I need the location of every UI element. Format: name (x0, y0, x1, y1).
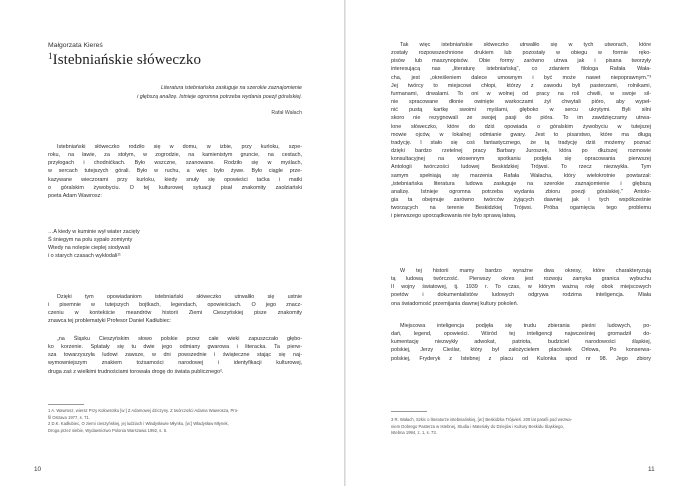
text-line: „istebniańska literatura ludowa zasługuje na szerokie zaznajomienie i głębszą (391, 180, 651, 187)
chapter-title (48, 52, 302, 69)
footnote-line: 2 D.K. Kadłubiec, O ziemi cieszyńskiej, jej ludziach i Władysławie Młynku, [w:] Władysław Młynek, (48, 421, 229, 427)
text-line: samym spełniają się marzenia Rafała Wałacha, który wielokrotnie powtarzał: (391, 172, 651, 179)
left-page (0, 0, 344, 486)
text-line: lone słóweczko, które do dziś opowiada o góralskim żywobyciu w tutejszej (391, 123, 651, 130)
footnote-line: fil Ostrava 1977, s. 71. (48, 414, 90, 420)
page-number: 11 (648, 466, 655, 473)
poem-line: Ś śniegym na polu sypało zomiynty (48, 237, 133, 244)
footnote-line: niem Dobrego Pasterza w Istebnej, Studia i Materiały do Dziejów i Kultury Beskidu Śląskiego, (391, 423, 564, 429)
text-line: w sercach tutejszych górali. Było w ruchu, a więc było żywe. Było ciągle prze- (48, 168, 302, 175)
text-line: Miejscowa inteligencja podjęła się trudu zbierania pieśni ludowych, po- (400, 323, 651, 329)
text-line: roku, na ławie, za stołym, w zogrodzie, na kamienistym gruncie, na cestach, (48, 152, 302, 159)
quote-line: wymowniejszym znakiem tożsamości narodowej i identyfikacji kulturowej, (48, 360, 302, 367)
quote-line: „na Śląsku Cieszyńskim słowo polskie przez całe wieki zapuszczało głębo- (57, 336, 302, 342)
text-line: poetów i dokumentalistów ludowych odgrywa rodzima inteligencja. Miała (391, 292, 651, 299)
text-line: znawca tej problematyki Profesor Daniel Kadłubiec: (48, 318, 171, 325)
quote-line: ko korzenie. Splatały się tu dwie jego odmiany gwarowa i literacka. Ta pierw- (48, 344, 302, 351)
paragraph-3 (391, 322, 651, 363)
text-line: Istebniański słóweczko rodziło się w domu, w izbie, przy kurloku, szpe- (57, 144, 302, 150)
poem-quote (48, 228, 302, 261)
poem-line: Wtedy na nolepie cieplej siodywali (48, 245, 130, 252)
text-line: pisów lub maszynopisów. Obie formy zarówno utrwa jak i pisana tworzyły (391, 58, 651, 65)
text-line: W tej historii mamy bardzo wyraźne dwa okresy, które charakteryzują (400, 268, 651, 274)
text-line: cha, jest „określeniem dalece umownym i być może nawet niepoprawnym."³ (391, 74, 651, 81)
right-page (346, 0, 690, 486)
text-line: poeta Adam Wawrosz: (48, 192, 102, 199)
text-line: kumentację niezwykły adwokat, patriota, budziciel narodowości śląskiej, (391, 339, 651, 346)
author-name: Małgorzata Kiereś (48, 42, 103, 49)
chapter-title-text: Istebniańskie słóweczko (52, 52, 202, 68)
block-quote (48, 335, 302, 376)
text-line: dzięki bardzo rzetelnej pracy Barbary Juroszek, która po dłuższej rozmowie (391, 148, 651, 155)
text-line: o góralskim żywobyciu. O tej kulturowej sytuacji pisał znakomity zaolziański (48, 184, 302, 191)
epigraph-line: i głębszą analizę. Istnieje ogromna potrzeba wydania poezji góralskiej. (137, 93, 302, 100)
text-line: dań, legend, opowieści. Wśród tej inteligencji najwcześniej gromadził do- (391, 331, 651, 338)
text-line: i pisemnie w tutejszych bojtkach, legendach, opowieściach. O jego znacz- (48, 302, 302, 309)
paragraph-1 (48, 143, 302, 200)
text-line: furmanami, drwalami. To oni w wolnej od pracy na roli chwili, w swoje sil- (391, 90, 651, 97)
text-line: nie spracowane dłonie owinięte warkoczami żył chwytali pióro, aby wypeł- (391, 99, 651, 106)
text-line: skoro nie rezygnowali ze swojej pasji do pióra. To im zawdzięczamy utrwa- (391, 115, 651, 122)
paragraph-1 (391, 41, 651, 220)
text-line: analizę. Istnieje ogromna potrzeba wydania zbioru poezji góralskiej." Antolo- (391, 188, 651, 195)
text-line: polskiej, Jerzy Cieślar, który był założycielem placówek Orłowa, Po konserwa- (391, 347, 651, 354)
paragraph-2 (391, 267, 651, 308)
footnotes (48, 408, 302, 435)
text-line: Jej twórcy to miejscowi chłopi, którzy z zawodu byli pasterzami, rolnikami, (391, 82, 651, 89)
footnote-line: 3 R. Wałach, Szkic o literaturze istebniańskiej, [w:] Beskidzka Trójwieś. 200 lat parafii pod wezwa- (391, 417, 572, 422)
text-line: tradycję. I stało się coś fantastycznego, że tą tradycję dziś możemy poznać (391, 139, 651, 146)
paragraph-2 (48, 293, 302, 326)
footnote-line: Droga przez siebie, Wydawnictwo Polonia Warszawa 1992, s. 5. (48, 428, 168, 434)
text-line: konsultacyjnej na wiosennym spotkaniu podjęła się opracowania pierwszej (391, 156, 651, 163)
text-line: II wojny światowej, tj. 1939 r. To czas, w którym ważną rolę obok miejscowych (391, 284, 651, 291)
text-line: Dzięki tym opowiadaniom istebniański słóweczko utrwaliło się ustnie (57, 294, 302, 300)
text-line: interesującą nas „literaturę istebniańską", co zdaniem filologa Rafała Wała- (391, 66, 651, 73)
poem-line: i o starych czasach wykłodali¹¹ (48, 253, 121, 260)
quote-line: sza towarzyszyła ludowi zawsze, w dni powszednie i świąteczne stając się naj- (48, 352, 302, 359)
footnote-line: Istebna 1994, z. 1, s. 73. (391, 430, 437, 436)
title-footnote-mark: 1 (48, 51, 53, 61)
epigraph-line: Literatura istebniańska zasługuje na szerokie zaznajomienie (160, 85, 302, 91)
text-line: przyłogach i chodnićkach. Było wszczne, szanowane. Rodziło się w myślach, (48, 160, 302, 167)
text-line: czeniu w kontekście meandrów historii Ziemi Cieszyńskiej pisze znakomity (48, 310, 302, 317)
text-line: nić pustą kartkę swoimi myślami, głęboko w sercu ukrytymi. Byli silni (391, 107, 651, 114)
text-line: tą ludową twórczość. Pierwszy okres jest rozwoju zamyka granica wybuchu (391, 276, 651, 283)
text-line: Tak więc istebniańskie słóweczko utrwaliło się w tych utworach, które (400, 42, 651, 48)
page-number: 10 (34, 466, 42, 473)
text-line: tworzących na terenie Beskidzkiej Trójwsi. Próba ogarnięcia tego problemu (391, 205, 651, 212)
text-line: Antologii twórczości ludowej Beskidzkiej Trójwsi. To rzecz niezwykła. Tym (391, 164, 651, 171)
footnote-divider (391, 411, 427, 412)
text-line: mowie ojców, w lokalnej odmianie gwary. Jest to pisarstwo, które ma długą (391, 131, 651, 138)
quote-line: druga zaś z wielkimi trudnościami torowała drogę do świata publicznego². (48, 368, 224, 375)
text-line: gia ta obejmuje zarówno twórców żyjących dawniej jak i tych współcześnie (391, 196, 651, 203)
footnotes (391, 417, 651, 437)
epigraph (48, 84, 302, 101)
footnote-line: 1 A. Wawrosz, wiersz Przy Kołowrotku [w:] Z Adamowej dziczyny. Z twórczości Adama Wawrosza, Pro- (48, 408, 239, 413)
poem-line: …A kiedy w kuminie wył wiater zacięty (48, 229, 140, 235)
text-line: zostały rozpowszechnione drukiem lub pozostały w obiegu w formie ręko- (391, 50, 651, 57)
epigraph-source: Rafał Wałach (271, 110, 302, 116)
footnote-divider (48, 404, 84, 405)
text-line: polskiej, Fryderyk z Istebnej z placu od Kulonka spod nr 98. Jego zbiory (391, 355, 651, 362)
text-line: i pierwszego uporządkowania nie było sprawą łatwą. (391, 213, 517, 220)
text-line: kazywane wieczorami przy kurloku, kiedy snuły się opowieści taćka i matki (48, 176, 302, 183)
text-line: ona świadomość przemijania dawnej kultury pokoleń. (391, 300, 519, 307)
